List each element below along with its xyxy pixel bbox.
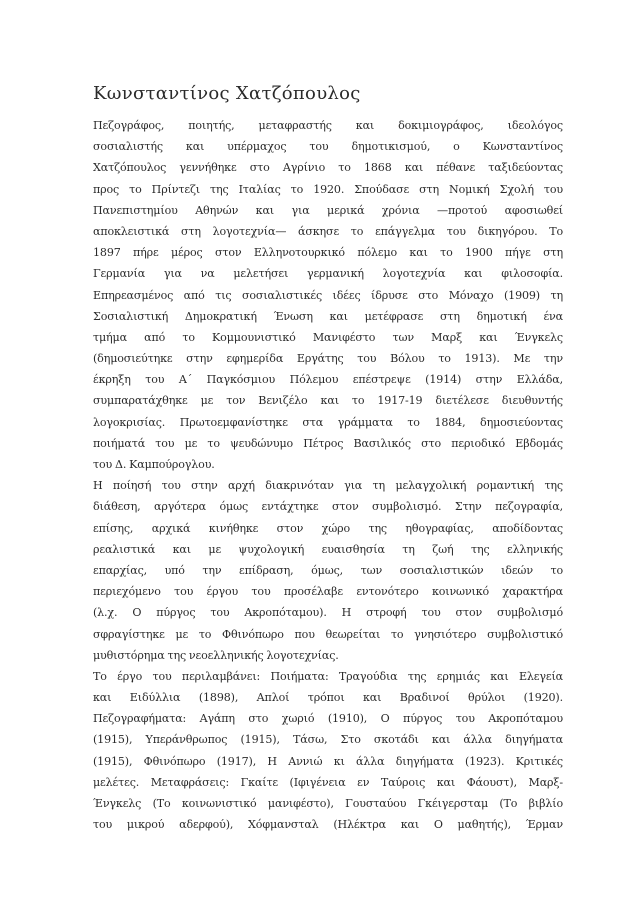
text-line: ποιήματά του με το ψευδώνυμο Πέτρος Βασιλικός στο περιοδικό Εβδομάς [93,436,563,450]
document-title: Κωνσταντίνος Χατζόπουλος [93,83,361,104]
text-line: μελέτες. Μεταφράσεις: Γκαίτε (Ιφιγένεια εν Ταύροις και Φάουστ), Μαρξ- [93,775,563,789]
text-line: (λ.χ. Ο πύργος του Ακροπόταμου). Η στροφή του στον συμβολισμό [93,606,563,620]
text-line: Γερμανία για να μελετήσει γερμανική λογοτεχνία και φιλοσοφία. [93,267,563,281]
text-line: προς το Πρίντεζι της Ιταλίας το 1920. Σπούδασε στη Νομική Σχολή του [93,182,563,196]
text-line: περιεχόμενο του έργου του προσέλαβε εντονότερο κοινωνικό χαρακτήρα [93,585,563,599]
text-line: λογοκρισίας. Πρωτοεμφανίστηκε στα γράμματα το 1884, δημοσιεύοντας [93,415,563,429]
text-line: του Δ. Καμπούρογλου. [93,458,215,471]
text-line: Σοσιαλιστική Δημοκρατική Ένωση και μετέφρασε στη δημοτική ένα [93,309,563,323]
text-line: Πεζογράφος, ποιητής, μεταφραστής και δοκιμιογράφος, ιδεολόγος [93,119,563,132]
text-line: Χατζόπουλος γεννήθηκε στο Αγρίνιο το 1868 και πέθανε ταξιδεύοντας [93,161,563,175]
body-paragraph [93,115,563,475]
text-line: Το έργο του περιλαμβάνει: Ποιήματα: Τραγούδια της ερημιάς και Ελεγεία [93,669,563,683]
text-line: Η ποίησή του στην αρχή διακρινόταν για τη μελαγχολική ρομαντική της [93,479,563,493]
text-line: (1915), Υπεράνθρωπος (1915), Τάσω, Στο σκοτάδι και άλλα διηγήματα [93,733,563,747]
text-line: και Ειδύλλια (1898), Απλοί τρόποι και Βραδινοί θρύλοι (1920). [93,691,563,705]
text-line: 1897 πήρε μέρος στον Ελληνοτουρκικό πόλεμο και το 1900 πήγε στη [93,246,563,260]
text-line: Πανεπιστημίου Αθηνών και για μερικά χρόνια —προτού αφοσιωθεί [93,203,563,217]
text-line: συμπαρατάχθηκε με τον Βενιζέλο και το 1917-19 διετέλεσε διευθυντής [93,394,563,408]
text-line: τμήμα από το Κομμουνιστικό Μανιφέστο των Μαρξ και Ένγκελς [93,330,563,344]
text-line: σφραγίστηκε με το Φθινόπωρο που θεωρείται το γνησιότερο συμβολιστικό [93,627,563,641]
text-line: αποκλειστικά στη λογοτεχνία— άσκησε το επάγγελμα του δικηγόρου. Το [93,224,563,238]
text-line: επαρχίας, υπό την επίδραση, όμως, των σοσιαλιστικών ιδεών το [93,563,563,577]
text-line: μυθιστόρημα της νεοελληνικής λογοτεχνίας. [93,648,339,662]
text-line: διάθεση, αργότερα όμως εντάχτηκε στον συμβολισμό. Στην πεζογραφία, [93,500,563,514]
text-line: (δημοσιεύτηκε στην εφημερίδα Εργάτης του Βόλου το 1913). Με την [93,352,563,366]
text-line: Ένγκελς (Το κοινωνιστικό μανιφέστο), Γουσταύου Γκέιγερσταμ (Το βιβλίο [93,797,563,810]
text-line: σοσιαλιστής και υπέρμαχος του δημοτικισμού, ο Κωνσταντίνος [93,140,563,154]
text-line: (1915), Φθινόπωρο (1917), Η Αννιώ κι άλλα διηγήματα (1923). Κριτικές [93,754,563,768]
document-body [93,115,563,835]
text-line: του μικρού αδερφού), Χόφμανσταλ (Ηλέκτρα και Ο μαθητής), Έρμαν [93,818,563,832]
text-line: έκρηξη του Α΄ Παγκόσμιου Πόλεμου επέστρεψε (1914) στην Ελλάδα, [93,373,563,387]
text-line: επίσης, αρχικά κινήθηκε στον χώρο της ηθογραφίας, αποδίδοντας [93,521,563,535]
text-line: Επηρεασμένος από τις σοσιαλιστικές ιδέες ίδρυσε στο Μόναχο (1909) τη [93,288,563,302]
text-line: Πεζογραφήματα: Αγάπη στο χωριό (1910), Ο πύργος του Ακροπόταμου [93,712,563,726]
body-paragraph [93,666,563,836]
body-paragraph [93,475,563,666]
text-line: ρεαλιστικά και με ψυχολογική ευαισθησία τη ζωή της ελληνικής [93,542,563,556]
